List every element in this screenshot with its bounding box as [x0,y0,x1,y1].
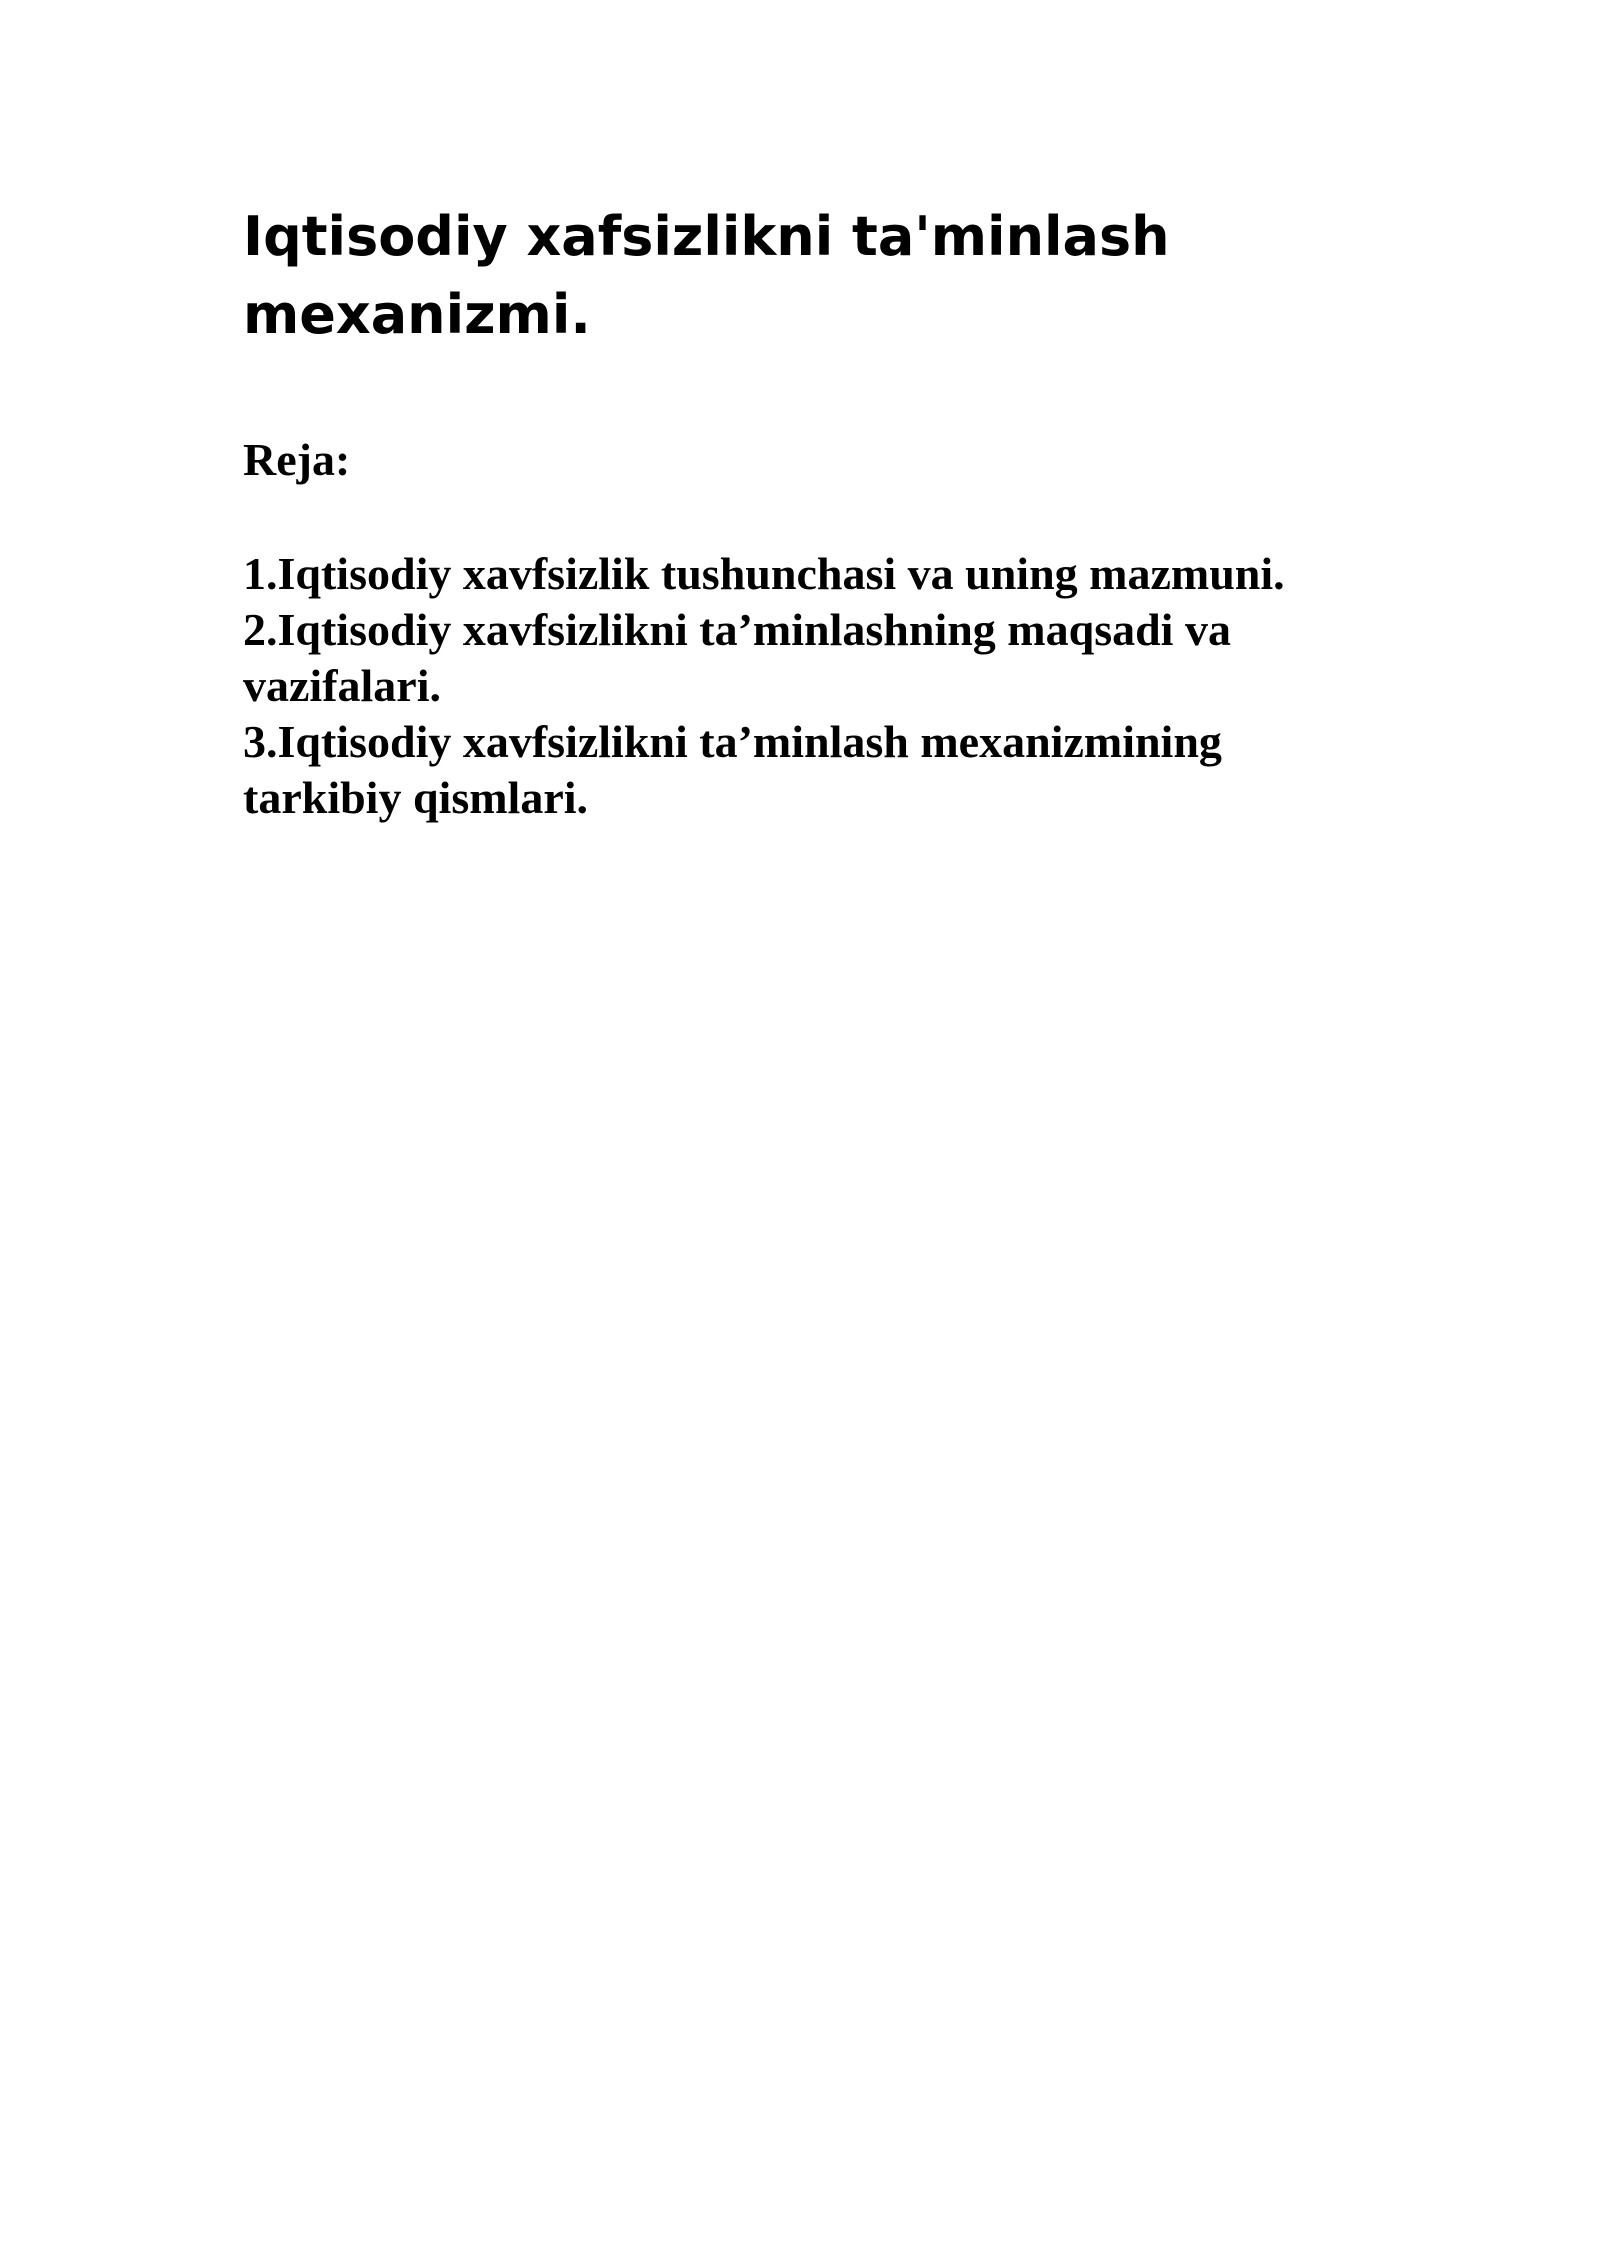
plan-heading: Reja: [243,434,351,485]
plan-item-3 [243,714,1443,826]
title-line: Iqtisodiy xafsizlikni ta'minlash [243,205,1170,268]
plan-item-line: 3.Iqtisodiy xavfsizlikni ta’minlash mexanizmining [243,716,1222,767]
plan-item-line: tarkibiy qismlari. [243,772,589,823]
plan-item-line: 1.Iqtisodiy xavfsizlik tushunchasi va uning mazmuni. [243,548,1285,599]
plan-item-1 [243,546,1443,602]
plan-list [243,546,1443,826]
plan-item-line: vazifalari. [243,660,441,711]
plan-item-line: 2.Iqtisodiy xavfsizlikni ta’minlashning maqsadi va [243,604,1231,655]
title-line: mexanizmi. [243,283,591,346]
document-title [243,198,1243,354]
plan-item-2 [243,602,1443,714]
